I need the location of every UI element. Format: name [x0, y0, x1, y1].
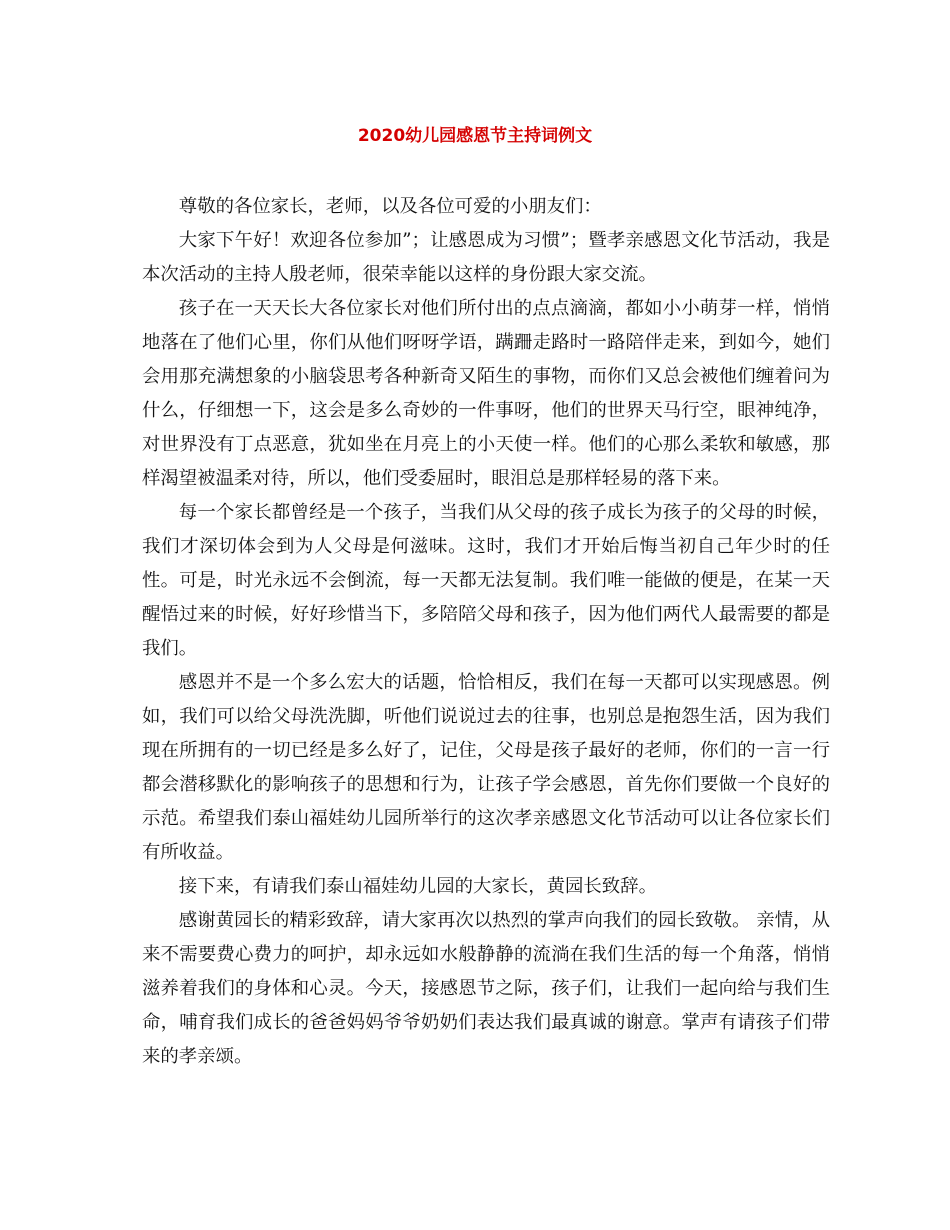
document-body — [142, 190, 830, 1074]
paragraph-welcome: 大家下午好！欢迎各位参加”；让感恩成为习惯”；暨孝亲感恩文化节活动，我是本次活动的主持人殷老师，很荣幸能以这样的身份跟大家交流。 — [142, 230, 830, 285]
paragraph-thanks: 感谢黄园长的精彩致辞，请大家再次以热烈的掌声向我们的园长致敬。 亲情，从来不需要费心费力的呵护，却永远如水般静静的流淌在我们生活的每一个角落，悄悄滋养着我们的身体和心灵。今天，接感恩节之际，孩子们，让我们一起向给与我们生命，哺育我们成长的爸爸妈妈爷爷奶奶们表达我们最真诚的谢意。掌声有请孩子们带来的孝亲颂。 — [142, 910, 830, 1067]
paragraph-parents: 每一个家长都曾经是一个孩子，当我们从父母的孩子成长为孩子的父母的时候，我们才深切体会到为人父母是何滋味。这时，我们才开始后悔当初自己年少时的任性。可是，时光永远不会倒流，每一天都无法复制。我们唯一能做的便是，在某一天醒悟过来的时候，好好珍惜当下，多陪陪父母和孩子，因为他们两代人最需要的都是我们。 — [142, 502, 830, 659]
paragraph-invite-principal: 接下来，有请我们泰山福娃幼儿园的大家长，黄园长致辞。 — [178, 876, 657, 897]
document-title: 2020幼儿园感恩节主持词例文 — [357, 126, 593, 146]
paragraph-children-growing: 孩子在一天天长大各位家长对他们所付出的点点滴滴，都如小小萌芽一样，悄悄地落在了他们心里，你们从他们呀呀学语，蹒跚走路时一路陪伴走来，到如今，她们会用那充满想象的小脑袋思考各种新奇又陌生的事物，而你们又总会被他们缠着问为什么，仔细想一下，这会是多么奇妙的一件事呀，他们的世界天马行空，眼神纯净，对世界没有丁点恶意，犹如坐在月亮上的小天使一样。他们的心那么柔软和敏感，那样渴望被温柔对待，所以，他们受委屈时，眼泪总是那样轻易的落下来。 — [142, 298, 830, 489]
paragraph-gratitude: 感恩并不是一个多么宏大的话题，恰恰相反，我们在每一天都可以实现感恩。例如，我们可以给父母洗洗脚，听他们说说过去的往事，也别总是抱怨生活，因为我们现在所拥有的一切已经是多么好了，记住，父母是孩子最好的老师，你们的一言一行都会潜移默化的影响孩子的思想和行为，让孩子学会感恩，首先你们要做一个良好的示范。希望我们泰山福娃幼儿园所举行的这次孝亲感恩文化节活动可以让各位家长们有所收益。 — [142, 672, 830, 863]
paragraph-greeting: 尊敬的各位家长，老师，以及各位可爱的小朋友们： — [178, 196, 602, 217]
